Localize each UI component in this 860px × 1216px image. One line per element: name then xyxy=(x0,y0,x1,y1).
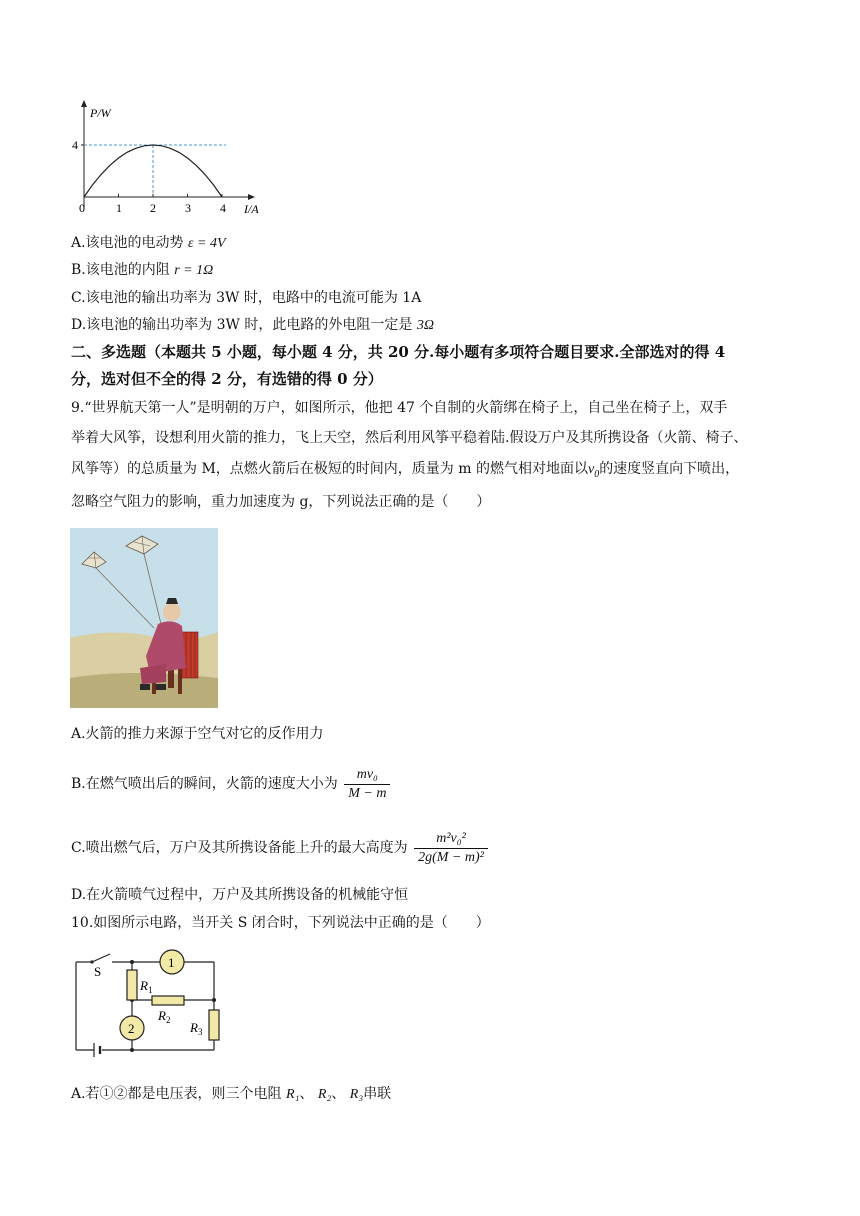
q8-option-d xyxy=(71,315,434,336)
velocity-symbol: $v_0$ xyxy=(587,462,600,480)
q9-stem-line: 举着大风筝，设想利用火箭的推力，飞上天空，然后利用风筝平稳着陆.假设万户及其所携设备（火箭、椅子、 xyxy=(71,430,748,446)
denominator: M − m xyxy=(348,785,387,801)
separator: 、 xyxy=(331,1086,346,1102)
resistor-r3 xyxy=(209,1010,219,1040)
y-axis-arrow xyxy=(81,100,87,107)
section-heading-cont: 分，选对但不全的得 2 分，有选错的得 0 分） xyxy=(71,370,383,388)
x-tick-label: 1 xyxy=(116,201,122,215)
q10-stem: 10.如图所示电路，当开关 S 闭合时，下列说法中正确的是（ ） xyxy=(71,915,490,931)
stem-text: 的速度竖直向下喷出， xyxy=(599,461,740,477)
numerator: m²v₀² xyxy=(414,830,488,849)
meter-2-label: 2 xyxy=(128,1021,135,1036)
option-text: B.在燃气喷出后的瞬间，火箭的速度大小为 xyxy=(71,776,338,792)
q9-option-a: A.火箭的推力来源于空气对它的反作用力 xyxy=(71,726,324,742)
resistor-symbol: R₁ xyxy=(286,1087,300,1102)
option-text: A.若①②都是电压表，则三个电阻 xyxy=(71,1086,282,1102)
option-text: B.该电池的内阻 xyxy=(71,262,170,278)
x-tick-label: 2 xyxy=(150,201,156,215)
y-tick-label: 4 xyxy=(72,138,78,152)
power-current-chart xyxy=(70,100,270,220)
resistor-r1 xyxy=(127,970,137,1000)
circuit-diagram xyxy=(70,948,230,1060)
q9-stem-line: 9.“世界航天第一人”是明朝的万户，如图所示，他把 47 个自制的火箭绑在椅子上，自己坐在椅子上，双手 xyxy=(71,400,728,416)
chart-plot-area xyxy=(81,145,226,197)
x-tick-label: 0 xyxy=(79,201,85,215)
x-tick-label: 3 xyxy=(185,201,191,215)
q9-stem-line xyxy=(71,459,739,485)
q8-option-c: C.该电池的输出功率为 3W 时，电路中的电流可能为 1A xyxy=(71,290,422,306)
r2-label: $R_2$ xyxy=(158,1008,171,1025)
y-axis-label: P/W xyxy=(90,106,111,120)
wanhu-illustration xyxy=(70,528,218,708)
fraction xyxy=(414,830,488,867)
r1-label: $R_1$ xyxy=(140,978,153,995)
resistor-symbol: R₂ xyxy=(317,1087,332,1102)
section-heading: 二、多选题（本题共 5 小题，每小题 4 分，共 20 分.每小题有多项符合题目要求.全部选对的得 4 xyxy=(71,343,726,361)
q8-option-b xyxy=(71,260,213,281)
fraction xyxy=(344,766,390,803)
resistor-r2 xyxy=(152,996,184,1005)
x-axis-arrow xyxy=(248,194,255,200)
formula: ε = 4V xyxy=(188,236,226,251)
option-text: D.该电池的输出功率为 3W 时，此电路的外电阻一定是 xyxy=(71,317,413,333)
q8-option-a xyxy=(71,233,226,254)
option-text: 串联 xyxy=(363,1086,392,1102)
option-text: C.喷出燃气后，万户及其所携设备能上升的最大高度为 xyxy=(71,840,408,856)
r3-label: $R_3$ xyxy=(190,1020,203,1037)
option-text: A.该电池的电动势 xyxy=(71,235,184,251)
x-tick-label: 4 xyxy=(220,201,226,215)
stem-text: 风筝等）的总质量为 M，点燃火箭后在极短的时间内，质量为 m 的燃气相对地面以 xyxy=(71,461,588,477)
x-axis-label: I/A xyxy=(244,202,259,216)
formula: 3Ω xyxy=(416,318,434,333)
q9-option-d: D.在火箭喷气过程中，万户及其所携设备的机械能守恒 xyxy=(71,887,409,903)
denominator: 2g(M − m)² xyxy=(418,849,484,865)
formula: r = 1Ω xyxy=(174,263,214,278)
meter-1-label: 1 xyxy=(168,955,175,970)
resistor-symbol: R₃ xyxy=(349,1087,364,1102)
q9-stem-line: 忽略空气阻力的影响，重力加速度为 g，下列说法正确的是（ ） xyxy=(71,494,491,510)
numerator: mv₀ xyxy=(344,766,390,785)
q9-option-b xyxy=(71,764,392,804)
switch-label: S xyxy=(94,964,102,979)
q9-option-c xyxy=(71,826,490,870)
separator: 、 xyxy=(299,1086,314,1102)
q10-option-a xyxy=(71,1084,391,1105)
